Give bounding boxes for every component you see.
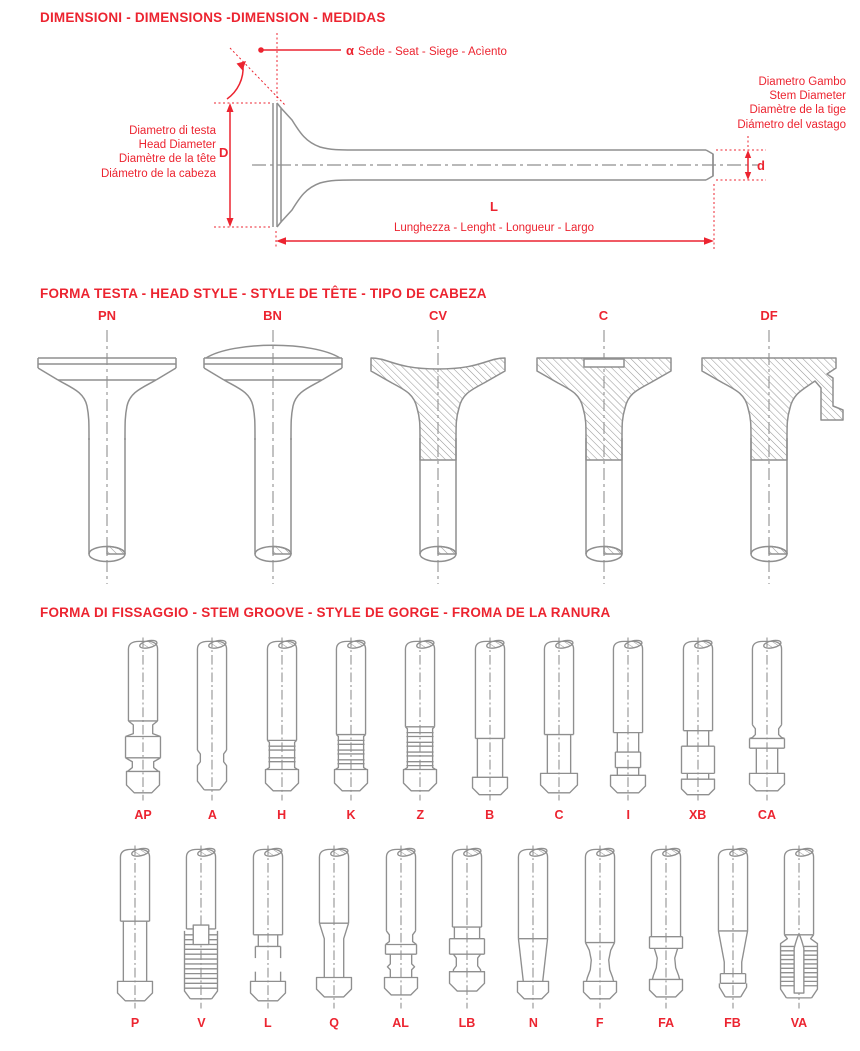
stem-groove-label: V [197,1016,206,1030]
stem-groove-item-L [235,842,301,1030]
stem-groove-label: Z [416,808,425,822]
stem-groove-row-1 [110,634,800,822]
stem-groove-item-FA [633,842,699,1030]
seat-label: Sede - Seat - Siege - Acìento [358,46,507,58]
stem-groove-figure-AL [368,842,434,1014]
stem-groove-item-Z [387,634,453,822]
stem-groove-item-XB [665,634,731,822]
stem-groove-label: N [528,1016,538,1030]
stem-groove-label: B [485,808,495,822]
stem-groove-item-Q [301,842,367,1030]
stem-groove-figure-Z [387,634,453,806]
length-label: Lunghezza - Lenght - Longueur - Largo [393,222,595,234]
stem-groove-figure-LB [434,842,500,1014]
head-style-label: C [598,308,609,323]
head-diameter-line: Diametro di testa [129,125,216,137]
stem-groove-label: FB [724,1016,741,1030]
stem-diameter-labels [646,75,846,132]
stem-groove-label: L [263,1016,272,1030]
stem-diameter-line: Diametro Gambo [758,76,846,88]
stem-groove-figure-VA [766,842,832,1014]
head-style-row [32,308,844,590]
stem-groove-item-K [318,634,384,822]
stem-groove-label: I [626,808,631,822]
head-style-label: CV [428,308,448,323]
head-diameter-line: Diamètre de la tête [118,153,216,166]
head-style-label: BN [263,308,282,323]
head-style-figure-DF [694,328,844,590]
head-style-figure-C [529,328,679,590]
head-style-figure-CV [363,328,513,590]
stem-diameter-line: Stem Diameter [769,90,846,103]
stem-diameter-line: Diamètre de la tige [749,104,846,117]
stem-groove-label: XB [688,808,707,822]
stem-groove-item-H [249,634,315,822]
stem-groove-item-B [457,634,523,822]
stem-groove-row-2 [102,842,832,1030]
stem-groove-label: AL [392,1016,409,1030]
stem-diameter-line: Diámetro del vastago [737,118,846,131]
stem-groove-label: LB [458,1016,476,1030]
stem-groove-figure-FA [633,842,699,1014]
stem-groove-figure-F [567,842,633,1014]
stem-groove-item-AL [368,842,434,1030]
stem-groove-label: F [595,1016,604,1030]
stem-groove-item-I [595,634,661,822]
stem-groove-label: C [554,808,564,822]
stem-groove-item-N [500,842,566,1030]
head-style-section-title: FORMA TESTA - HEAD STYLE - STYLE DE TÊTE - TIPO DE CABEZA [40,286,487,301]
stem-groove-section-title: FORMA DI FISSAGGIO - STEM GROOVE - STYLE DE GORGE - FROMA DE LA RANURA [40,605,611,620]
stem-groove-figure-C [526,634,592,806]
length-symbol: L [490,199,498,214]
stem-groove-figure-V [168,842,234,1014]
head-diameter-line: Diámetro de la cabeza [100,167,216,180]
head-diameter-line: Head Diameter [138,139,216,152]
dimensions-section-title: DIMENSIONI - DIMENSIONS -DIMENSION - MEDIDAS [40,10,386,25]
stem-diameter-symbol: d [757,158,765,173]
head-style-item-BN [198,308,348,590]
stem-groove-item-C [526,634,592,822]
stem-groove-figure-XB [665,634,731,806]
stem-groove-label: K [346,808,356,822]
stem-groove-label: H [277,808,287,822]
head-style-figure-BN [198,328,348,590]
stem-groove-item-FB [700,842,766,1030]
stem-groove-item-VA [766,842,832,1030]
stem-groove-figure-Q [301,842,367,1014]
stem-groove-label: CA [757,808,776,822]
head-style-item-CV [363,308,513,590]
stem-groove-item-A [179,634,245,822]
head-diameter-labels [40,124,216,181]
head-style-item-C [529,308,679,590]
stem-groove-label: Q [329,1016,340,1030]
stem-groove-figure-A [179,634,245,806]
stem-groove-label: AP [134,808,152,822]
stem-groove-item-P [102,842,168,1030]
head-style-label: DF [760,308,778,323]
stem-groove-item-F [567,842,633,1030]
head-style-figure-PN [32,328,182,590]
dimension-construction-lines [214,33,766,249]
head-diameter-symbol: D [219,145,229,160]
seat-angle-symbol: α [346,43,354,58]
stem-groove-figure-B [457,634,523,806]
stem-groove-item-LB [434,842,500,1030]
stem-groove-label: FA [658,1016,675,1030]
stem-groove-figure-N [500,842,566,1014]
stem-groove-label: P [130,1016,140,1030]
stem-groove-label: A [207,808,217,822]
stem-groove-item-CA [734,634,800,822]
stem-groove-figure-P [102,842,168,1014]
stem-groove-figure-FB [700,842,766,1014]
stem-groove-figure-I [595,634,661,806]
stem-groove-item-AP [110,634,176,822]
stem-groove-figure-H [249,634,315,806]
head-style-item-DF [694,308,844,590]
stem-groove-figure-CA [734,634,800,806]
stem-groove-item-V [168,842,234,1030]
stem-groove-figure-K [318,634,384,806]
stem-groove-figure-AP [110,634,176,806]
stem-groove-label: VA [790,1016,808,1030]
head-style-label: PN [97,308,117,323]
head-style-item-PN [32,308,182,590]
stem-groove-figure-L [235,842,301,1014]
